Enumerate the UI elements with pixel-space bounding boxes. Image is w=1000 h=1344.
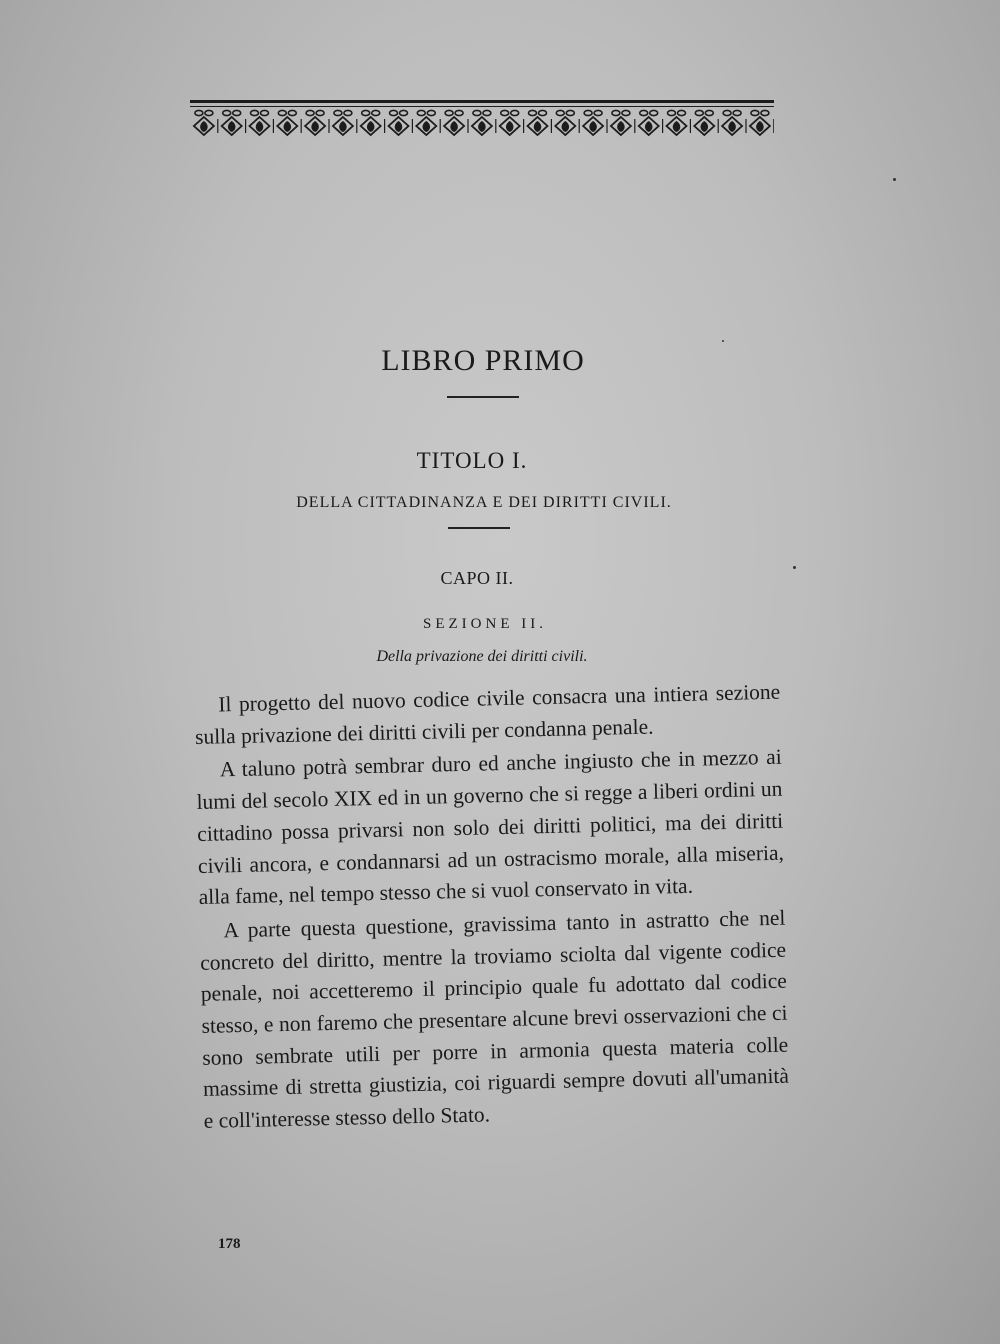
page-number: 178: [218, 1236, 241, 1252]
titolo-divider: [448, 527, 510, 529]
titolo-heading: TITOLO I.: [416, 448, 528, 473]
book-title: LIBRO PRIMO: [381, 344, 585, 377]
paper-speck: [722, 340, 724, 342]
body-text: [194, 677, 790, 1140]
sezione-title: Della privazione dei diritti civili.: [376, 648, 588, 665]
fleuron-border-icon: [190, 109, 774, 139]
header-rule-thin: [190, 106, 774, 107]
paragraph-2: A taluno potrà sembrar duro ed anche ingiusto che in mezzo ai lumi del secolo XIX ed in un governo che si regge a liberi ordini un cittadino possa privarsi non solo dei diritti politici, ma dei diritti civili ancora, e condannarsi ad un ostracismo morale, alla miseria, alla fame, nel tempo stesso che si vuol conservato in vita.: [196, 745, 785, 910]
title-divider: [447, 396, 519, 398]
paragraph-1: Il progetto del nuovo codice civile consacra una intiera sezione sulla privazione dei diritti civili per condanna penale.: [194, 679, 781, 749]
paper-speck: [893, 178, 896, 181]
capo-heading: CAPO II.: [440, 568, 514, 588]
paper-speck: [793, 566, 796, 569]
header-rule-thick: [190, 100, 774, 103]
ornamental-header-band: [190, 100, 774, 140]
paragraph-3: A parte questa questione, gravissima tanto in astratto che nel concreto del diritto, mentre la troviamo sciolta dal vigente codice penale, noi accetteremo il principio quale fu adottato dal codice stesso, e non faremo che presentare alcune brevi osservazioni che ci sono sembrate utili per porre in armonia questa materia colle massime di stretta giustizia, coi riguardi sempre dovuti all'umanità e coll'interesse stesso dello Stato.: [199, 905, 790, 1134]
sezione-heading: SEZIONE II.: [423, 616, 547, 632]
titolo-subtitle: DELLA CITTADINANZA E DEI DIRITTI CIVILI.: [296, 494, 672, 511]
